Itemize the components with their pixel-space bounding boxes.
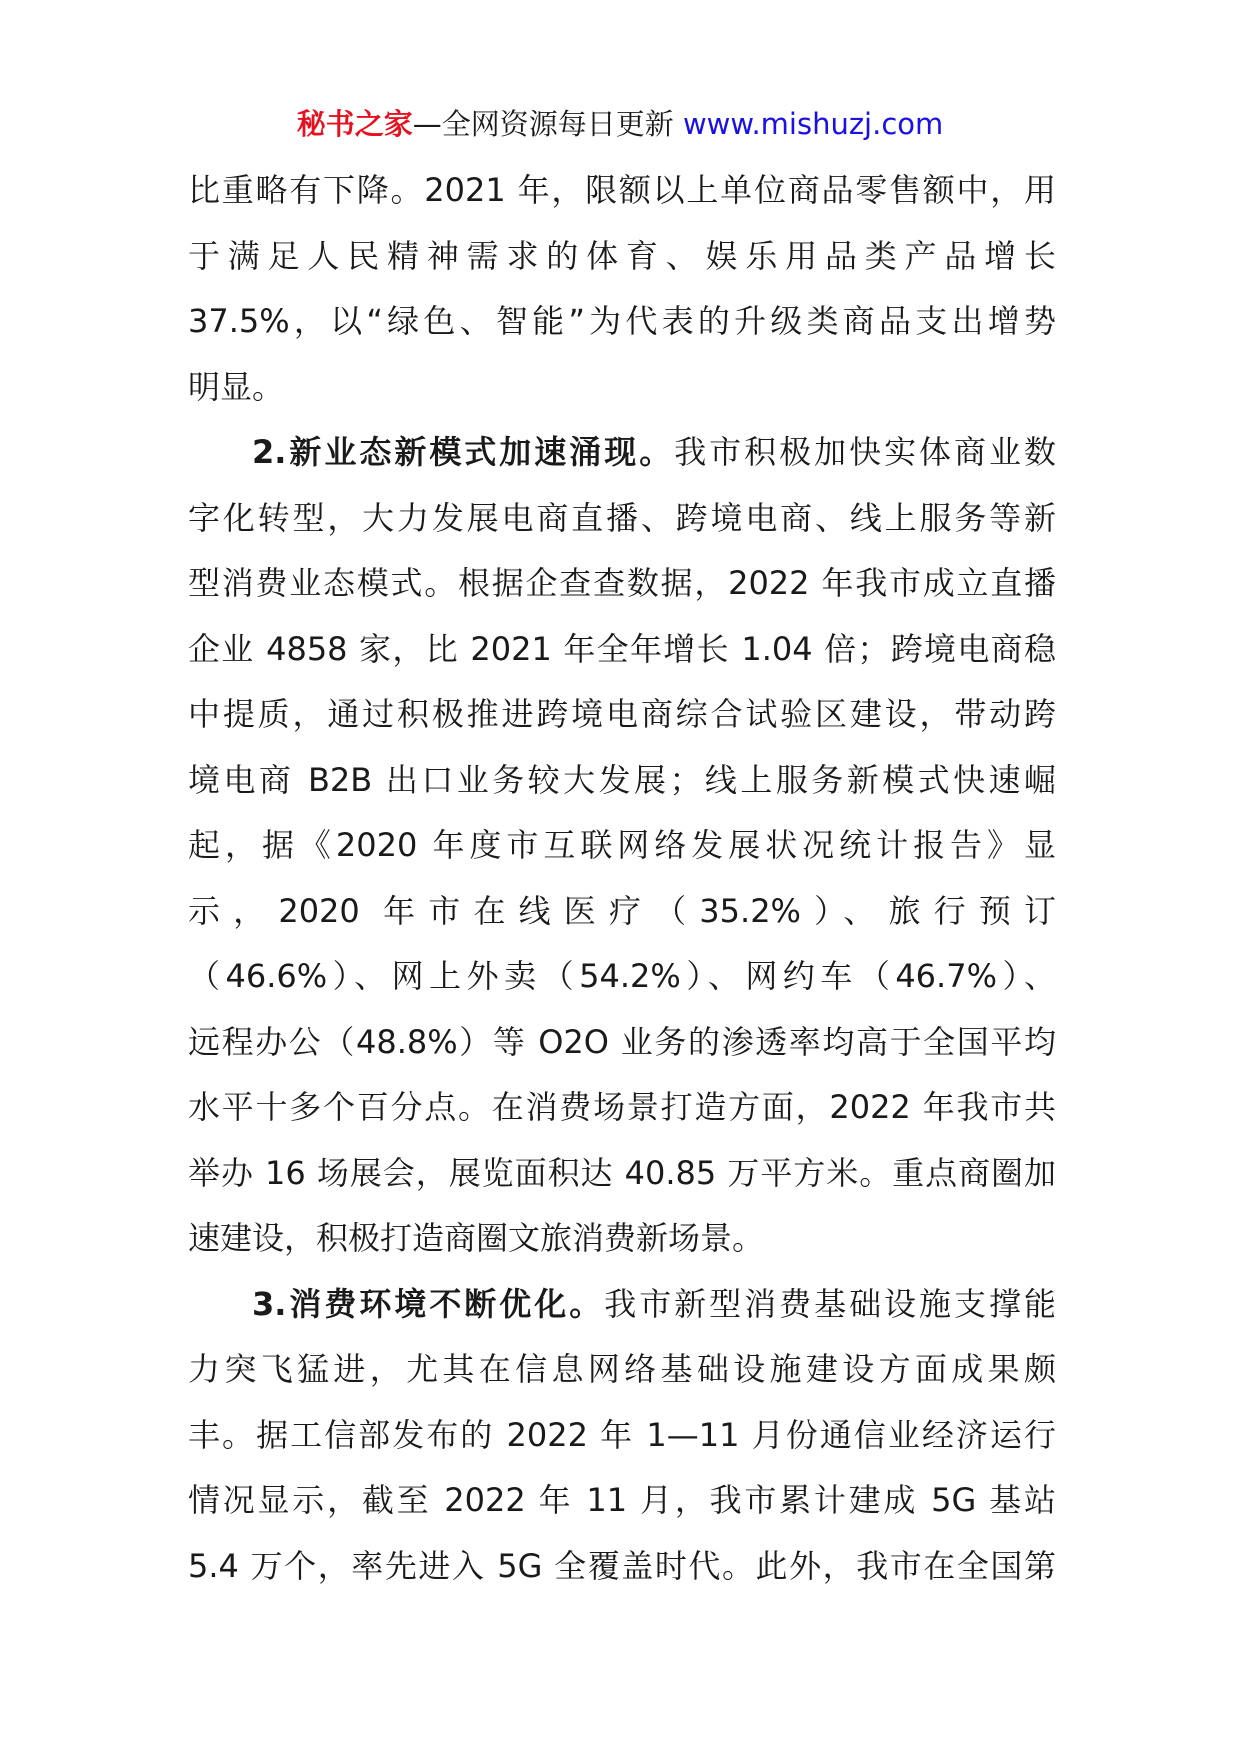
site-url-link[interactable]: www.mishuzj.com (682, 107, 944, 141)
paragraph-line: 境电商 B2B 出口业务较大发展；线上服务新模式快速崛 (188, 760, 1056, 799)
section-2-text: 我市积极加快实体商业数 (674, 433, 1056, 471)
section-3-text: 我市新型消费基础设施支撑能 (604, 1284, 1056, 1323)
paragraph-line: 明显。 (188, 367, 285, 406)
paragraph-line: 力突飞猛进，尤其在信息网络基础设施建设方面成果颇 (188, 1350, 1056, 1388)
section-2-first-line (188, 420, 1056, 486)
paragraph-line: 字化转型，大力发展电商直播、跨境电商、线上服务等新 (188, 498, 1056, 537)
site-brand: 秘书之家 (296, 107, 413, 141)
paragraph-line: 举办 16 场展会，展览面积达 40.85 万平方米。重点商圈加 (188, 1153, 1056, 1192)
paragraph-line: 比重略有下降。2021 年，限额以上单位商品零售额中，用 (188, 171, 1056, 209)
paragraph-line: 远程办公（48.8%）等 O2O 业务的渗透率均高于全国平均 (188, 1022, 1056, 1061)
document-body (188, 158, 1056, 1599)
paragraph-line: 速建设，积极打造商圈文旅消费新场景。 (188, 1219, 765, 1257)
section-2-heading: 2.新业态新模式加速涌现。 (252, 433, 675, 471)
paragraph-line: 型消费业态模式。根据企查查数据，2022 年我市成立直播 (188, 564, 1056, 602)
paragraph-line: 丰。据工信部发布的 2022 年 1—11 月份通信业经济运行 (188, 1415, 1056, 1454)
paragraph-line: 示，2020 年市在线医疗（35.2%）、旅行预订 (188, 891, 1056, 930)
section-3-first-line (188, 1272, 1056, 1338)
paragraph-line: 企业 4858 家，比 2021 年全年增长 1.04 倍；跨境电商稳 (188, 629, 1056, 668)
paragraph-line: 中提质，通过积极推进跨境电商综合试验区建设，带动跨 (188, 695, 1056, 733)
paragraph-line: （46.6%）、网上外卖（54.2%）、网约车（46.7%）、 (188, 957, 1056, 995)
paragraph-line: 情况显示，截至 2022 年 11 月，我市累计建成 5G 基站 (188, 1481, 1056, 1519)
paragraph-line: 起，据《2020 年度市互联网络发展状况统计报告》显 (188, 826, 1056, 864)
paragraph-line: 37.5%，以“绿色、智能”为代表的升级类商品支出增势 (188, 302, 1056, 340)
paragraph-line: 水平十多个百分点。在消费场景打造方面，2022 年我市共 (188, 1088, 1056, 1126)
section-3-heading: 3.消费环境不断优化。 (252, 1284, 605, 1323)
paragraph-line: 5.4 万个，率先进入 5G 全覆盖时代。此外，我市在全国第 (188, 1546, 1056, 1585)
site-slogan: —全网资源每日更新 (412, 107, 683, 141)
paragraph-line: 于满足人民精神需求的体育、娱乐用品类产品增长 (188, 236, 1056, 275)
site-header (0, 104, 1240, 144)
